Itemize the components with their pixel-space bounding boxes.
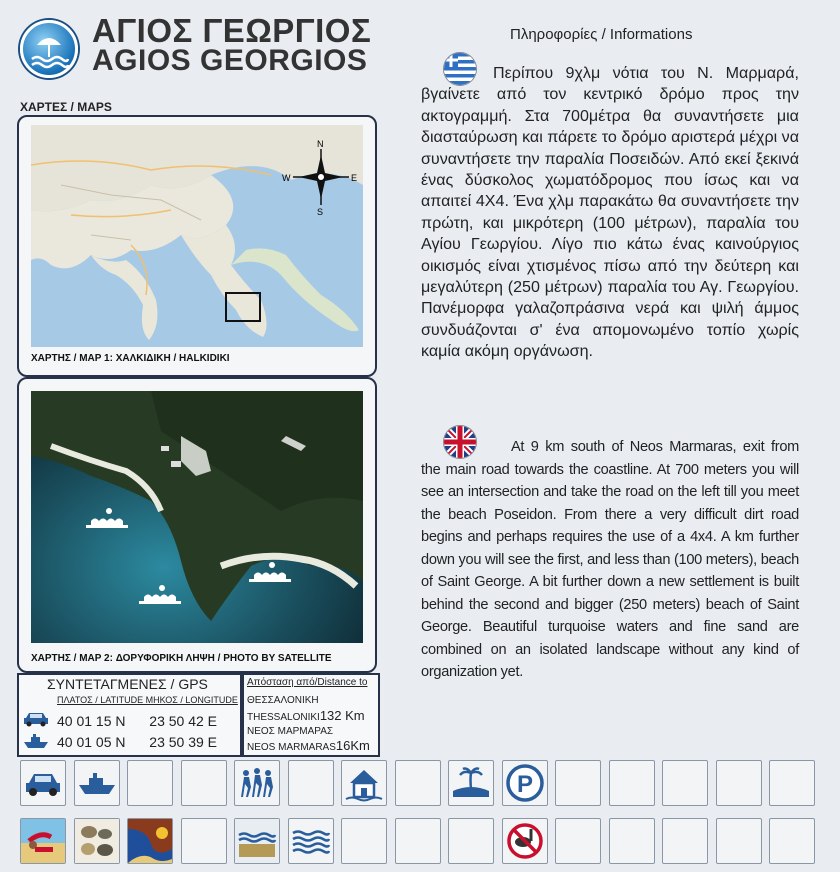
hiking-icon <box>235 792 279 809</box>
gps-subtitle: ΠΛΑΤΟΣ / LATITUDE ΜΗΚΟΣ / LONGITUDE <box>57 695 238 705</box>
parking-tile[interactable] <box>502 760 548 806</box>
row1-empty-tile <box>609 760 655 806</box>
bay-tile[interactable] <box>127 818 173 864</box>
title-greek: ΑΓΙΟΣ ΓΕΩΡΓΙΟΣ <box>92 12 372 49</box>
compass-w: W <box>282 173 291 183</box>
row2-empty-tile <box>662 818 708 864</box>
distance-line3: ΝΕΟΣ ΜΑΡΜΑΡΑΣ <box>247 726 334 737</box>
row2-empty-tile <box>395 818 441 864</box>
island-icon <box>449 792 493 809</box>
row2-empty-tile <box>609 818 655 864</box>
house-tile[interactable] <box>341 760 387 806</box>
row2-empty-tile <box>181 818 227 864</box>
boat-tile[interactable] <box>74 760 120 806</box>
sunbathing-icon <box>21 850 65 867</box>
island-tile[interactable] <box>448 760 494 806</box>
parking-icon <box>503 771 547 809</box>
car-tile[interactable] <box>20 760 66 806</box>
map1-caption: ΧΑΡΤΗΣ / MAP 1: ΧΑΛΚΙΔΙΚΗ / HALKIDIKI <box>31 353 230 364</box>
distance-box <box>242 673 380 757</box>
row2-empty-tile <box>448 818 494 864</box>
row1-empty-tile <box>181 760 227 806</box>
gps-box <box>17 673 242 757</box>
distance-value-neos-marmaras: 16Km <box>335 738 370 753</box>
boat-latitude: 40 01 05 N <box>57 734 126 750</box>
no-snorkel-icon <box>503 850 547 867</box>
distance-place-neos-marmaras: NEOS MARMARAS <box>247 742 336 753</box>
house-icon <box>342 792 386 809</box>
pebbles-tile[interactable] <box>74 818 120 864</box>
row1-empty-tile <box>716 760 762 806</box>
info-label: Πληροφορίες / Informations <box>510 26 693 43</box>
distance-value-thessaloniki: 132 Km <box>319 708 365 723</box>
map2-caption: ΧΑΡΤΗΣ / MAP 2: ΔΟΡΥΦΟΡΙΚΗ ΛΗΨΗ / PHOTO BY SATELLITE <box>31 653 332 664</box>
boat-icon <box>75 792 119 809</box>
title-latin: AGIOS GEORGIOS <box>92 44 368 77</box>
description-greek: Περίπου 9χλμ νότια του Ν. Μαρμαρά, βγαίνετε από τον κεντρικό δρόμο προς την ακτογραμμή. Στα 700μέτρα θα συναντήσετε μια διασταύρωση και πάρετε το δρόμο αριστερά μέχρι να συναντήσετε την παραλία Ποσειδών. Από εκεί ξεκινά ένας δύσκολος χωματόδρομος που ίσως και να απαιτεί 4Χ4. Ένα χλμ παρακάτω θα συναντήσετε την πρώτη, και μικρότερη (100 μέτρων), παραλία του Αγίου Γεωργίου. Λίγο πιο κάτω ένας καινούργιος οικισμός είναι χτισμένος πίσω από την δεύτερη και μεγαλύτερη (250 μέτρων) παραλία του Αγ. Γεωργίου. Πανέμορφα γαλαζοπράσινα νερά και ψιλή άμμος συνδυάζονται σ' ένα απομονωμένο τοπίο χωρίς καμία ακόμη οργάνωση. <box>421 64 799 361</box>
satellite-map[interactable] <box>31 391 363 643</box>
compass-n: N <box>317 139 324 149</box>
row1-empty-tile <box>769 760 815 806</box>
maps-label: ΧΑΡΤΕΣ / MAPS <box>20 100 112 114</box>
row1-empty-tile <box>127 760 173 806</box>
svg-text:P: P <box>516 771 533 798</box>
row2-empty-tile <box>555 818 601 864</box>
halkidiki-map[interactable] <box>31 125 363 347</box>
row2-empty-tile <box>716 818 762 864</box>
description-english: At 9 km south of Neos Marmaras, exit from the main road towards the coastline. At 700 meters you will see an intersection and take the road on the left till you meet the beach Poseidon. From there a very difficult dirt road begins and perhaps requires the use of a 4x4. A km further down you will see the first, and less than (100 meters), beach of Saint George. A bit further down a new settlement is built behind the second and bigger (250 meters) beach of Saint George. Beautiful turquoise waters and fine sand are combined on an isolated landscape without any kind of organization yet. <box>421 439 799 680</box>
map1-panel <box>17 115 377 377</box>
car-latitude: 40 01 15 N <box>57 713 126 729</box>
compass-e: E <box>351 173 358 183</box>
sand-beach-tile[interactable] <box>234 818 280 864</box>
no-snorkel-tile[interactable] <box>502 818 548 864</box>
gps-title: ΣΥΝΤΕΤΑΓΜΕΝΕΣ / GPS <box>47 676 208 692</box>
sunbathing-tile[interactable] <box>20 818 66 864</box>
row2-empty-tile <box>341 818 387 864</box>
distance-line1: ΘΕΣΣΑΛΟΝΙΚΗ <box>247 695 319 706</box>
car-icon <box>21 792 65 809</box>
car-icon <box>23 711 49 732</box>
boat-longitude: 23 50 39 E <box>149 734 218 750</box>
pebbles-icon <box>75 850 119 867</box>
bay-icon <box>128 850 172 867</box>
hiking-tile[interactable] <box>234 760 280 806</box>
map2-panel <box>17 377 377 673</box>
sand-beach-icon <box>235 850 279 867</box>
beach-logo-icon <box>20 20 78 78</box>
waves-tile[interactable] <box>288 818 334 864</box>
row1-empty-tile <box>555 760 601 806</box>
row1-empty-tile <box>288 760 334 806</box>
compass-s: S <box>317 207 324 217</box>
row1-empty-tile <box>395 760 441 806</box>
boat-icon <box>23 733 49 754</box>
distance-place-thessaloniki: THESSALONIKI <box>247 712 320 723</box>
car-longitude: 23 50 42 E <box>149 713 218 729</box>
distance-title: Απόσταση από/Distance to <box>247 677 368 688</box>
row1-empty-tile <box>662 760 708 806</box>
row2-empty-tile <box>769 818 815 864</box>
waves-icon <box>289 850 333 867</box>
